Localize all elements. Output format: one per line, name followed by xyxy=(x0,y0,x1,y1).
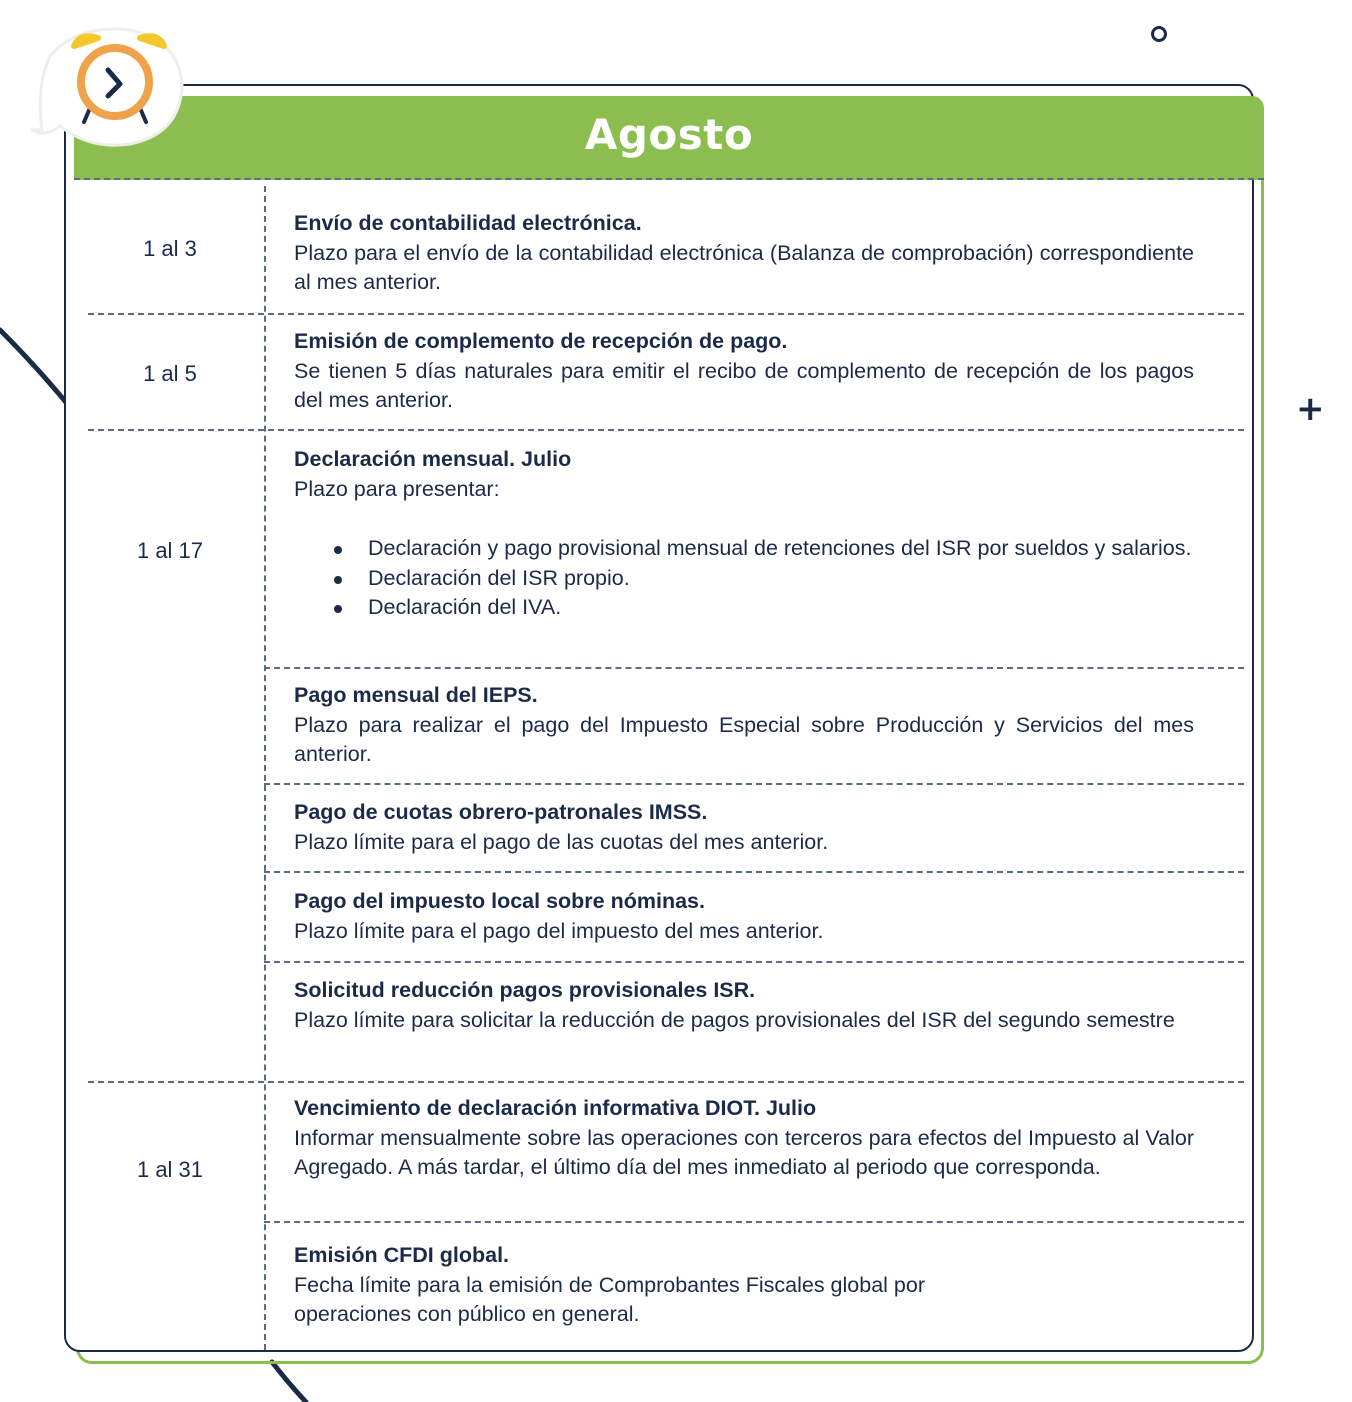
alarm-clock-icon xyxy=(30,26,186,152)
entry-title: Emisión de complemento de recepción de pago. xyxy=(294,329,788,353)
row-divider xyxy=(88,313,1244,315)
date-range: 1 al 5 xyxy=(143,361,197,386)
entry-description: Plazo límite para el pago de las cuotas del mes anterior. xyxy=(294,829,829,854)
list-item: Declaración y pago provisional mensual de retenciones del ISR por sueldos y salarios. xyxy=(368,534,1194,564)
entry-title: Solicitud reducción pagos provisionales ISR. xyxy=(294,978,756,1002)
entry-title: Envío de contabilidad electrónica. xyxy=(294,211,642,235)
entry-description: Plazo para realizar el pago del Impuesto Especial sobre Producción y Servicios del mes anterior. xyxy=(294,712,1194,766)
entry-title: Vencimiento de declaración informativa DIOT. Julio xyxy=(294,1096,817,1120)
sub-row-divider xyxy=(264,783,1244,785)
entry-title: Pago mensual del IEPS. xyxy=(294,683,538,707)
entry-title: Emisión CFDI global. xyxy=(294,1243,510,1267)
row-divider xyxy=(88,429,1244,431)
obligation-entry xyxy=(294,327,1194,416)
obligation-entry xyxy=(294,445,1194,623)
date-range: 1 al 3 xyxy=(143,236,197,261)
date-range: 1 al 17 xyxy=(136,538,204,563)
sub-row-divider xyxy=(264,1221,1244,1223)
obligation-entry xyxy=(294,209,1194,298)
entry-description: Plazo límite para solicitar la reducción de pagos provisionales del ISR del segundo semestre xyxy=(294,1007,1175,1032)
row-divider xyxy=(88,1081,1244,1083)
list-item: Declaración del IVA. xyxy=(368,593,1194,623)
month-title: Agosto xyxy=(584,110,754,159)
entry-description: Plazo límite para el pago del impuesto del mes anterior. xyxy=(294,918,824,943)
column-divider xyxy=(264,186,266,1350)
date-range: 1 al 31 xyxy=(136,1157,204,1182)
entry-description: Plazo para presentar: xyxy=(294,476,500,501)
obligation-entry xyxy=(294,1094,1194,1183)
bullet-list xyxy=(294,534,1194,623)
sub-row-divider xyxy=(264,961,1244,963)
sub-row-divider xyxy=(264,871,1244,873)
entry-title: Pago del impuesto local sobre nóminas. xyxy=(294,889,705,913)
schedule-table xyxy=(76,180,1252,1350)
plus-icon: + xyxy=(1296,389,1325,429)
obligation-entry xyxy=(294,798,1194,857)
month-header xyxy=(74,96,1264,180)
obligation-entry xyxy=(294,976,1194,1035)
entry-description: Se tienen 5 días naturales para emitir el recibo de complemento de recepción de los pagos del mes anterior. xyxy=(294,358,1194,412)
entry-description: Plazo para el envío de la contabilidad electrónica (Balanza de comprobación) correspondiente al mes anterior. xyxy=(294,240,1194,294)
list-item: Declaración del ISR propio. xyxy=(368,564,1194,594)
entry-title: Pago de cuotas obrero-patronales IMSS. xyxy=(294,800,708,824)
sub-row-divider xyxy=(264,667,1244,669)
alarm-clock-badge xyxy=(30,26,186,152)
obligation-entry xyxy=(294,681,1194,770)
entry-description: Fecha límite para la emisión de Comprobantes Fiscales global por operaciones con público en general. xyxy=(294,1272,925,1326)
obligation-entry xyxy=(294,1241,984,1330)
entry-description: Informar mensualmente sobre las operaciones con terceros para efectos del Impuesto al Valor Agregado. A más tardar, el último día del mes inmediato al periodo que corresponda. xyxy=(294,1125,1194,1179)
obligation-entry xyxy=(294,887,1194,946)
ring-icon xyxy=(1151,26,1167,42)
entry-title: Declaración mensual. Julio xyxy=(294,447,572,471)
